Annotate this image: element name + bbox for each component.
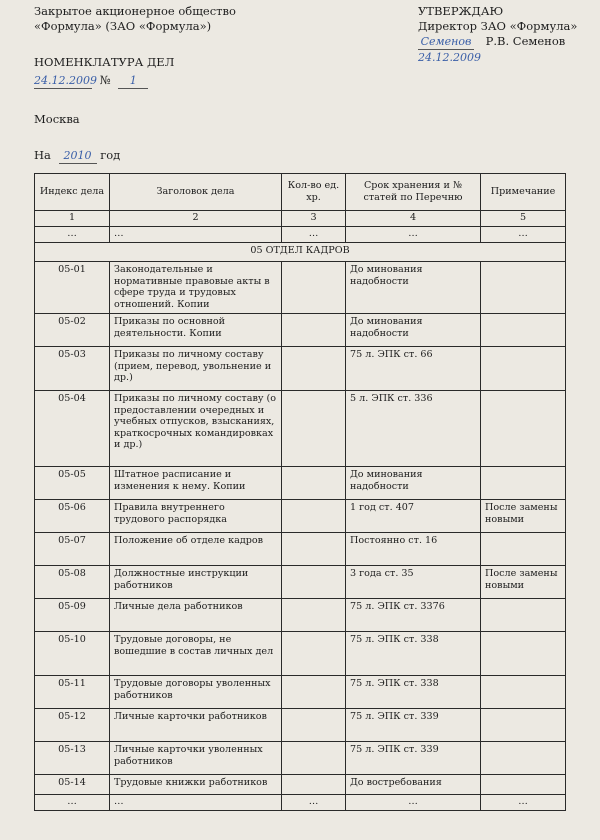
case-term: 5 л. ЭПК ст. 336 — [346, 391, 481, 467]
ellipsis-cell: … — [481, 227, 566, 243]
case-note — [481, 347, 566, 391]
ellipsis-cell: … — [481, 795, 566, 811]
case-term: 3 года ст. 35 — [346, 566, 481, 599]
approval-block — [418, 4, 577, 65]
case-title: Личные карточки работников — [110, 709, 282, 742]
case-term: 75 л. ЭПК ст. 339 — [346, 742, 481, 775]
table-row — [35, 467, 566, 500]
table-row — [35, 314, 566, 347]
section-row — [35, 243, 566, 262]
case-qty — [282, 599, 346, 632]
ellipsis-cell: … — [110, 227, 282, 243]
case-term: 1 год ст. 407 — [346, 500, 481, 533]
org-block — [34, 4, 236, 34]
column-number: 5 — [481, 211, 566, 227]
case-qty — [282, 533, 346, 566]
case-index: 05-07 — [35, 533, 110, 566]
ellipsis-row — [35, 795, 566, 811]
ellipsis-cell: … — [282, 227, 346, 243]
case-qty — [282, 314, 346, 347]
doc-date: 24.12.2009 — [34, 74, 97, 87]
case-qty — [282, 467, 346, 500]
case-term: 75 л. ЭПК ст. 3376 — [346, 599, 481, 632]
case-qty — [282, 391, 346, 467]
case-note: После замены новыми — [481, 500, 566, 533]
year-prefix: На — [34, 148, 51, 162]
case-index: 05-01 — [35, 262, 110, 314]
case-qty — [282, 775, 346, 795]
case-qty — [282, 262, 346, 314]
case-index: 05-11 — [35, 676, 110, 709]
table-row — [35, 391, 566, 467]
case-title: Трудовые договоры уволенных работников — [110, 676, 282, 709]
table-row — [35, 632, 566, 676]
case-note — [481, 467, 566, 500]
table-row — [35, 500, 566, 533]
case-title: Личные дела работников — [110, 599, 282, 632]
doc-number: 1 — [118, 73, 148, 89]
table-row — [35, 566, 566, 599]
ellipsis-cell: … — [346, 795, 481, 811]
case-term: До минования надобности — [346, 467, 481, 500]
doc-date-line — [34, 73, 148, 89]
case-note — [481, 262, 566, 314]
case-term: До востребования — [346, 775, 481, 795]
case-note — [481, 599, 566, 632]
case-note — [481, 533, 566, 566]
column-number: 4 — [346, 211, 481, 227]
header-title: Заголовок дела — [110, 174, 282, 211]
table-row — [35, 775, 566, 795]
ellipsis-cell: … — [35, 227, 110, 243]
table-row — [35, 262, 566, 314]
case-title: Приказы по личному составу (о предоставлении очередных и учебных отпусков, взысканиях, краткосрочных командировках и др.) — [110, 391, 282, 467]
section-title: 05 ОТДЕЛ КАДРОВ — [35, 243, 566, 262]
case-title: Должностные инструкции работников — [110, 566, 282, 599]
case-index: 05-14 — [35, 775, 110, 795]
table-header-row — [35, 174, 566, 211]
ellipsis-row — [35, 227, 566, 243]
case-qty — [282, 676, 346, 709]
case-index: 05-10 — [35, 632, 110, 676]
column-number: 2 — [110, 211, 282, 227]
nomenclature-table — [34, 173, 566, 811]
case-note — [481, 709, 566, 742]
doc-city: Москва — [34, 112, 80, 126]
case-index: 05-03 — [35, 347, 110, 391]
case-index: 05-08 — [35, 566, 110, 599]
table-row — [35, 742, 566, 775]
case-note — [481, 632, 566, 676]
case-index: 05-05 — [35, 467, 110, 500]
case-term: 75 л. ЭПК ст. 339 — [346, 709, 481, 742]
case-qty — [282, 742, 346, 775]
case-title: Приказы по личному составу (прием, перевод, увольнение и др.) — [110, 347, 282, 391]
column-number: 1 — [35, 211, 110, 227]
table-row — [35, 709, 566, 742]
ellipsis-cell: … — [35, 795, 110, 811]
case-title: Правила внутреннего трудового распорядка — [110, 500, 282, 533]
case-note — [481, 742, 566, 775]
doc-year-line — [34, 148, 120, 164]
table-row — [35, 347, 566, 391]
case-term: 75 л. ЭПК ст. 338 — [346, 676, 481, 709]
case-qty — [282, 709, 346, 742]
case-term: Постоянно ст. 16 — [346, 533, 481, 566]
case-note — [481, 391, 566, 467]
ellipsis-cell: … — [346, 227, 481, 243]
case-note — [481, 314, 566, 347]
case-index: 05-06 — [35, 500, 110, 533]
case-title: Штатное расписание и изменения к нему. Копии — [110, 467, 282, 500]
case-index: 05-12 — [35, 709, 110, 742]
year-suffix: год — [100, 148, 121, 162]
director-signature: Семенов — [418, 34, 474, 50]
case-title: Трудовые договоры, не вошедшие в состав личных дел — [110, 632, 282, 676]
approval-date: 24.12.2009 — [418, 51, 481, 64]
column-number-row — [35, 211, 566, 227]
column-number: 3 — [282, 211, 346, 227]
case-term: 75 л. ЭПК ст. 66 — [346, 347, 481, 391]
case-title: Приказы по основной деятельности. Копии — [110, 314, 282, 347]
table-row — [35, 676, 566, 709]
ellipsis-cell: … — [110, 795, 282, 811]
case-title: Личные карточки уволенных работников — [110, 742, 282, 775]
header-qty: Кол-во ед. хр. — [282, 174, 346, 211]
case-index: 05-09 — [35, 599, 110, 632]
case-term: До минования надобности — [346, 314, 481, 347]
case-note — [481, 676, 566, 709]
header-term: Срок хранения и № статей по Перечню — [346, 174, 481, 211]
case-qty — [282, 347, 346, 391]
approval-signature-line — [418, 34, 577, 50]
case-qty — [282, 632, 346, 676]
case-title: Положение об отделе кадров — [110, 533, 282, 566]
header-note: Примечание — [481, 174, 566, 211]
doc-title: НОМЕНКЛАТУРА ДЕЛ — [34, 55, 175, 69]
org-name-line1: Закрытое акционерное общество — [34, 4, 236, 18]
table-row — [35, 599, 566, 632]
case-index: 05-02 — [35, 314, 110, 347]
case-title: Трудовые книжки работников — [110, 775, 282, 795]
case-term: До минования надобности — [346, 262, 481, 314]
director-name: Р.В. Семенов — [485, 34, 566, 48]
case-note: После замены новыми — [481, 566, 566, 599]
approval-title: УТВЕРЖДАЮ — [418, 4, 504, 18]
case-qty — [282, 500, 346, 533]
doc-number-label: № — [99, 73, 111, 87]
case-title: Законодательные и нормативные правовые акты в сфере труда и трудовых отношений. Копии — [110, 262, 282, 314]
case-index: 05-04 — [35, 391, 110, 467]
header-index: Индекс дела — [35, 174, 110, 211]
approval-position: Директор ЗАО «Формула» — [418, 19, 578, 33]
case-note — [481, 775, 566, 795]
org-name-line2: «Формула» (ЗАО «Формула») — [34, 19, 212, 33]
case-qty — [282, 566, 346, 599]
case-term: 75 л. ЭПК ст. 338 — [346, 632, 481, 676]
ellipsis-cell: … — [282, 795, 346, 811]
case-index: 05-13 — [35, 742, 110, 775]
table-row — [35, 533, 566, 566]
doc-year: 2010 — [59, 148, 97, 164]
